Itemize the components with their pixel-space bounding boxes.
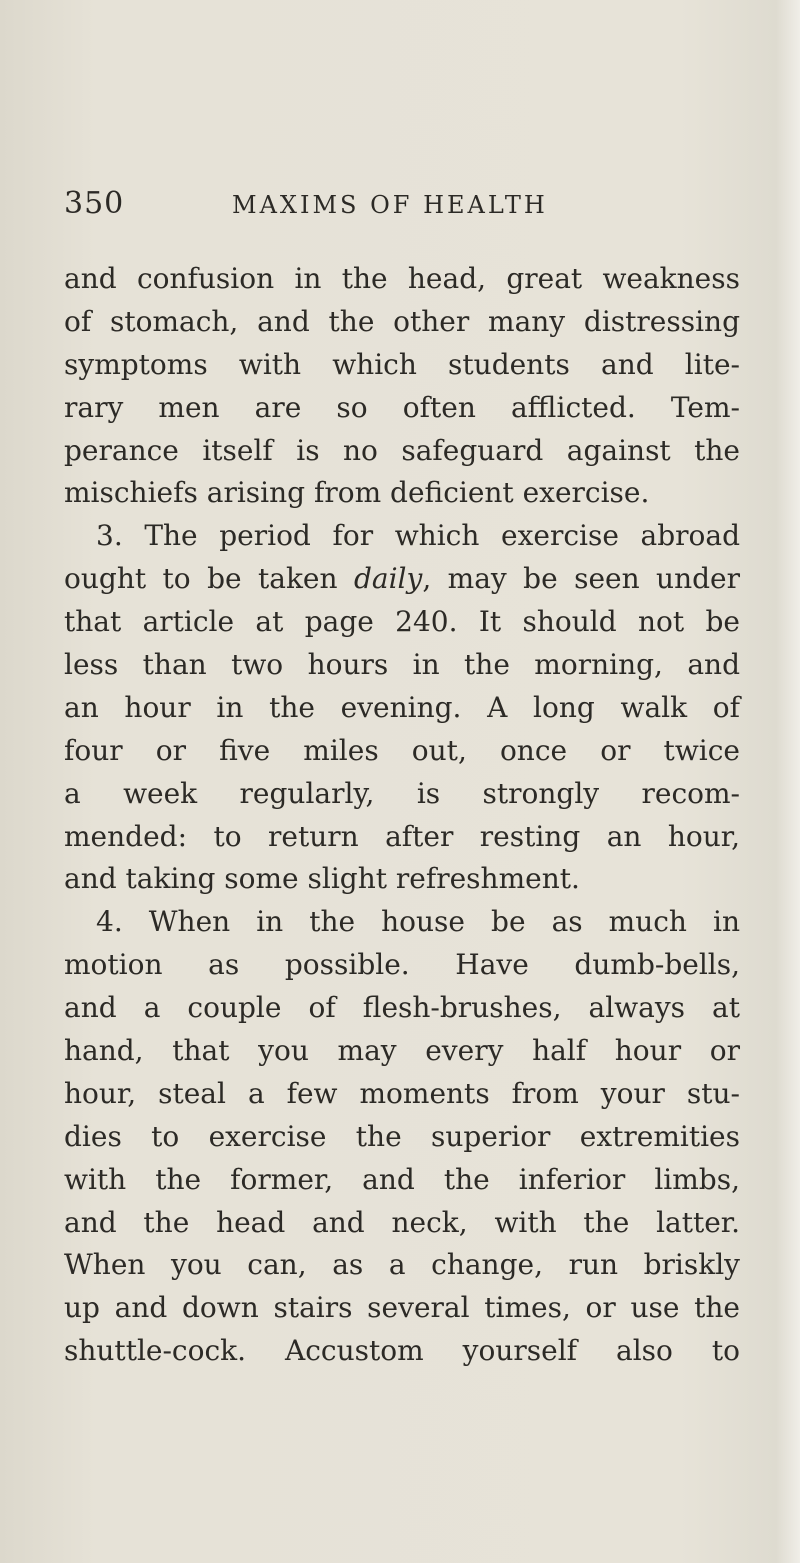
text-line: a week regularly, is strongly recom- <box>64 776 740 810</box>
text-line: shuttle-cock. Accustom yourself also to <box>64 1334 740 1368</box>
text-line: perance itself is no safeguard against the <box>64 433 740 467</box>
page-number: 350 <box>64 186 125 221</box>
text-line: less than two hours in the morning, and <box>64 648 740 682</box>
text-line: and the head and neck, with the latter. <box>64 1205 740 1239</box>
text-line: dies to exercise the superior extremities <box>64 1119 740 1153</box>
text-line: that article at page 240. It should not be <box>64 605 740 639</box>
page-header <box>64 186 744 230</box>
text-line: and taking some slight refreshment. <box>64 862 580 896</box>
text-line: an hour in the evening. A long walk of <box>64 690 740 724</box>
paragraph-3-start: 3. The period for which exercise abroad <box>96 519 740 553</box>
text-line: and a couple of flesh-brushes, always at <box>64 991 740 1025</box>
paragraph-4-start: 4. When in the house be as much in <box>96 905 740 939</box>
text-line: hour, steal a few moments from your stu- <box>64 1076 740 1110</box>
body-text <box>64 258 740 1373</box>
emphasis: daily <box>353 562 423 596</box>
text-line: symptoms with which students and lite- <box>64 347 740 381</box>
text-line: motion as possible. Have dumb-bells, <box>64 948 740 982</box>
text-line: rary men are so often afflicted. Tem- <box>64 390 740 424</box>
text-line: mended: to return after resting an hour, <box>64 819 740 853</box>
text-line: four or five miles out, once or twice <box>64 733 740 767</box>
text-line: up and down stairs several times, or use the <box>64 1291 740 1325</box>
text-line: and confusion in the head, great weakness <box>64 262 740 295</box>
text-line: mischiefs arising from deficient exercise. <box>64 476 650 510</box>
running-head: MAXIMS OF HEALTH <box>232 191 548 219</box>
text-line: with the former, and the inferior limbs, <box>64 1162 740 1196</box>
text-line: ought to be taken daily, may be seen under <box>64 562 740 596</box>
text-line: of stomach, and the other many distressing <box>64 304 740 338</box>
text-line: When you can, as a change, run briskly <box>64 1248 740 1282</box>
text-line: hand, that you may every half hour or <box>64 1034 740 1068</box>
